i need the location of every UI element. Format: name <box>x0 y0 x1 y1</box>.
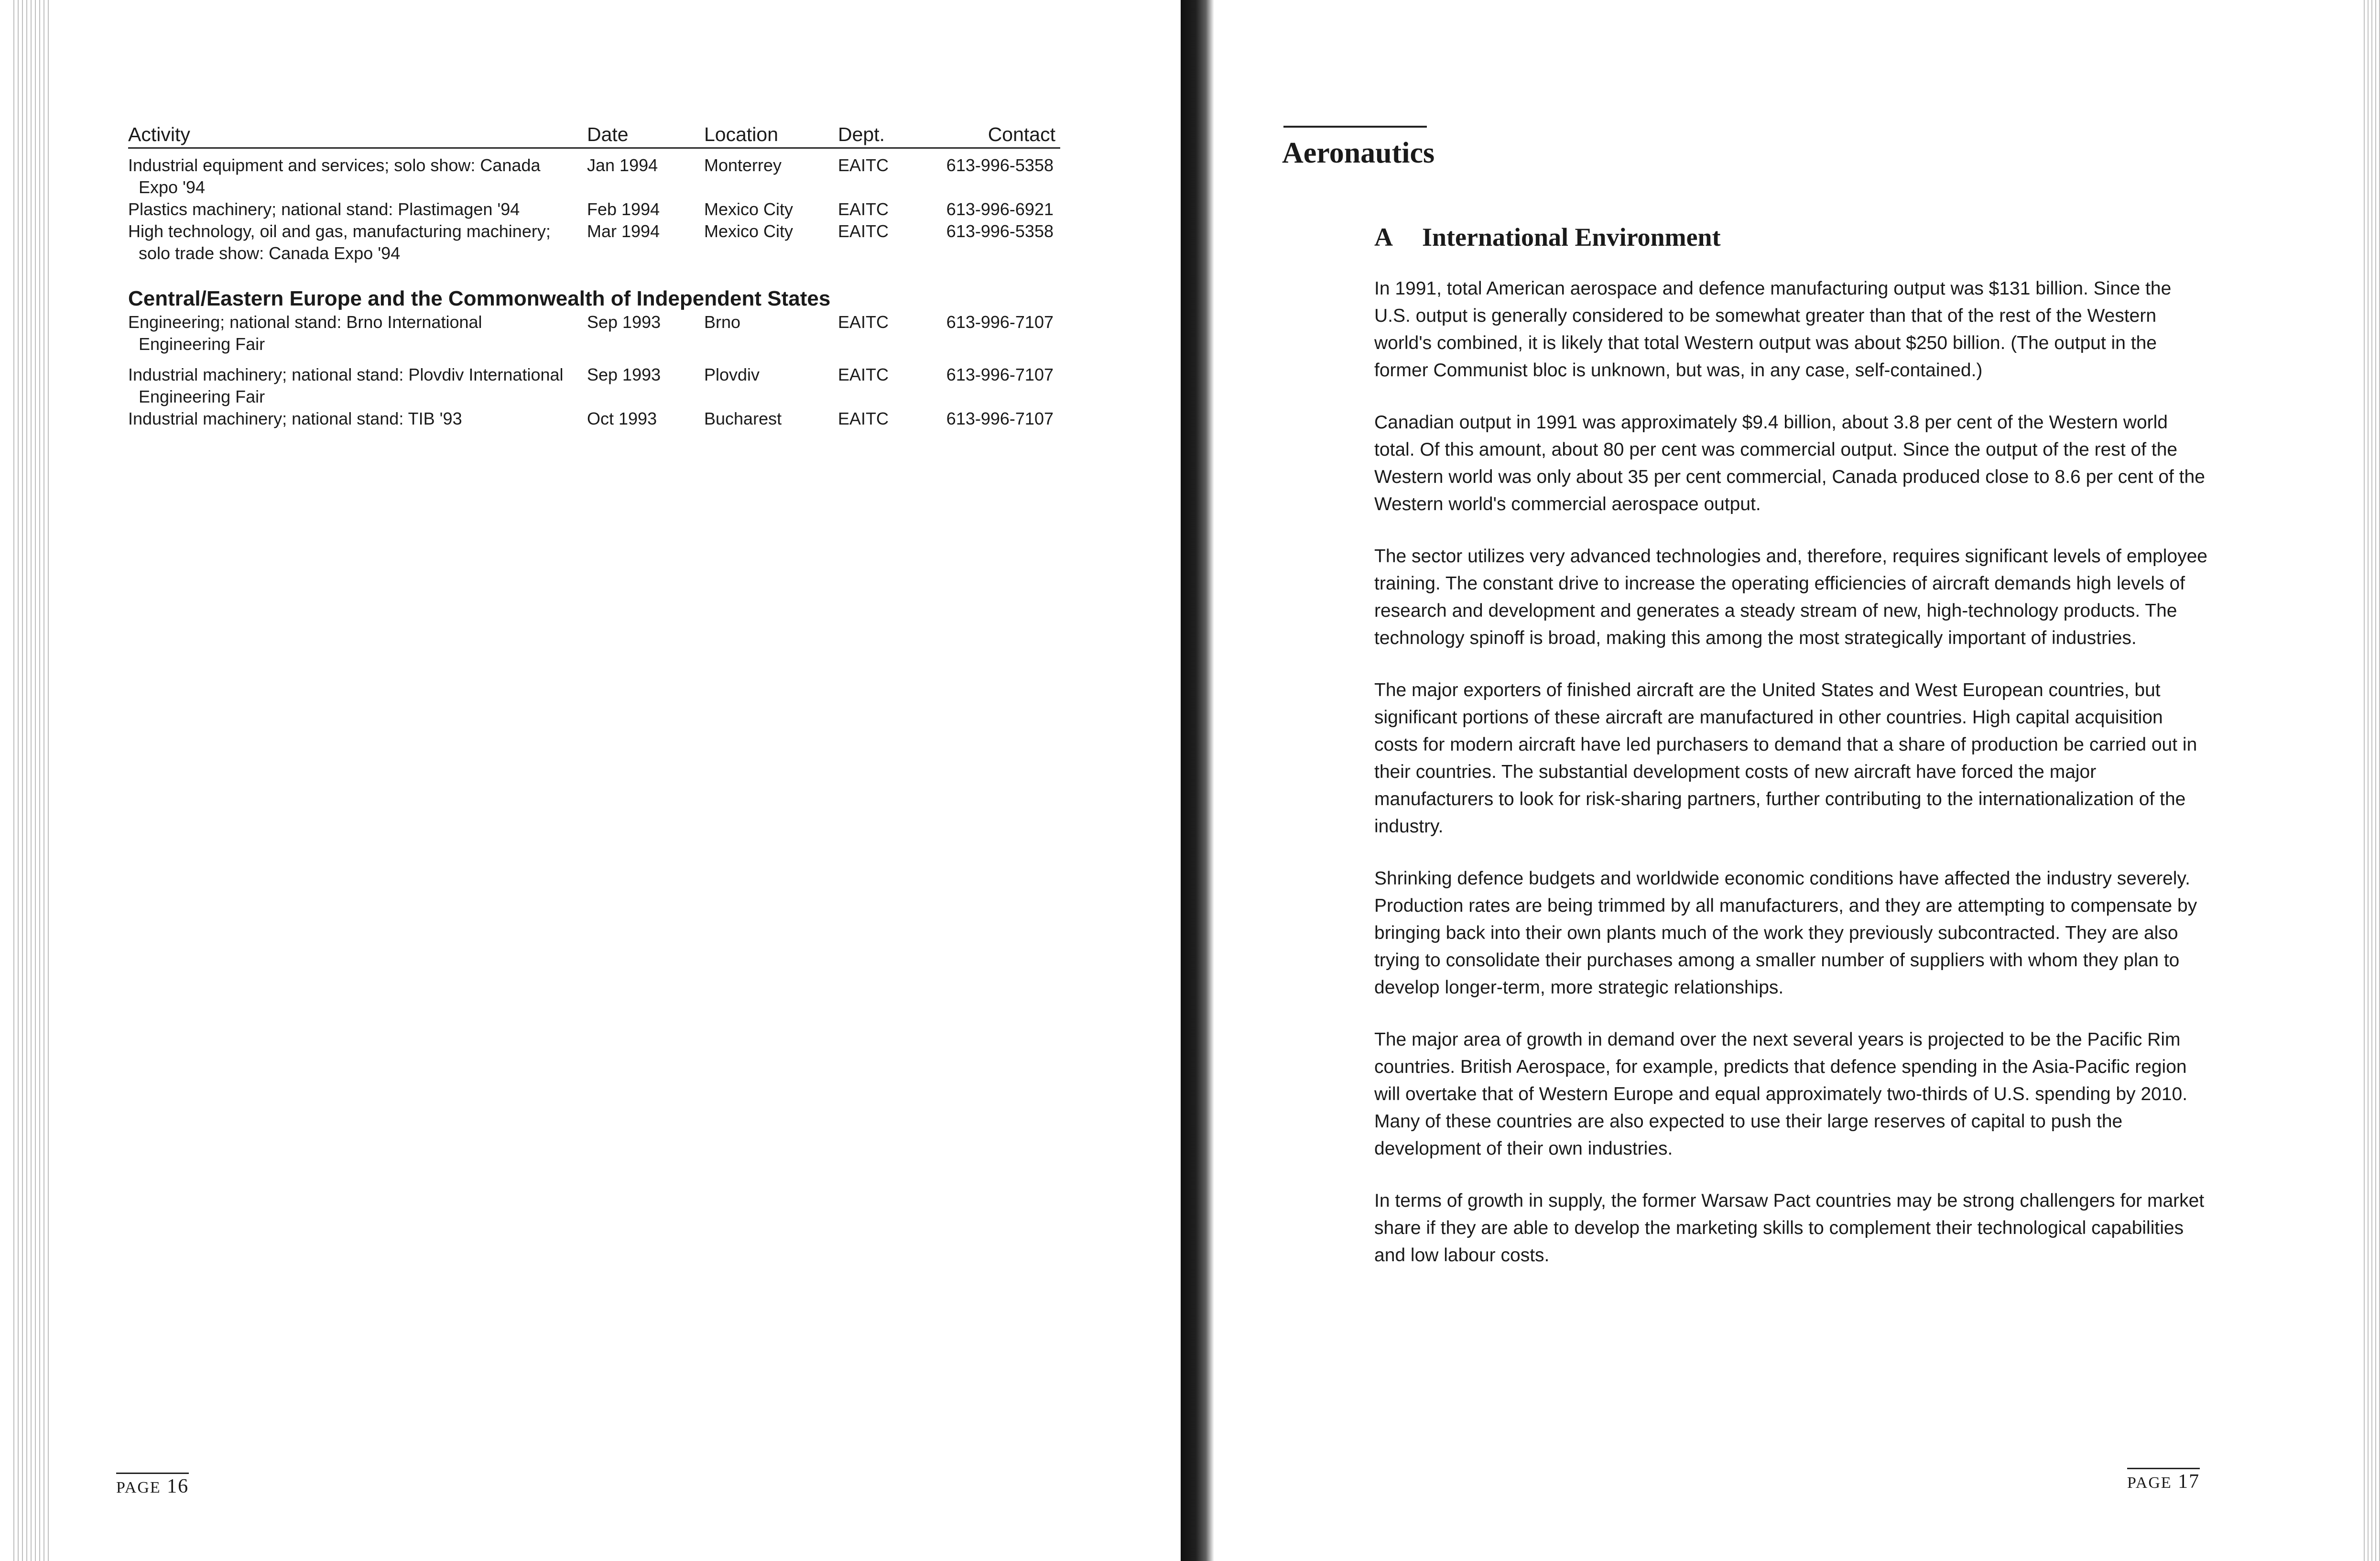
activity-cell <box>128 408 587 430</box>
paragraph: Canadian output in 1991 was approximately $9.4 billion, about 3.8 per cent of the Western world total. Of this amount, about 80 per cent was commercial output. Since the output of the rest of the Western world was only about 35 per cent commercial, Canada produced close to 8.6 per cent of the Western world's commercial aerospace output. <box>1374 412 2205 514</box>
header-location: Location <box>704 123 838 148</box>
page-label: PAGE <box>2127 1474 2172 1492</box>
location-cell: Brno <box>704 312 741 332</box>
location-cell: Mexico City <box>704 199 793 219</box>
header-activity: Activity <box>128 123 587 148</box>
region-heading-row <box>128 264 1060 311</box>
section-title-text: International Environment <box>1422 223 1721 251</box>
activity-continuation: Engineering Fair <box>139 334 265 354</box>
table-row <box>128 220 1060 264</box>
page-number: 17 <box>2178 1471 2200 1493</box>
contact-cell: 613-996-7107 <box>946 312 1054 332</box>
dept-cell: EAITC <box>838 155 889 175</box>
date-cell: Mar 1994 <box>587 221 660 241</box>
table-row <box>128 198 1060 220</box>
table-header-row <box>128 123 1060 148</box>
location-cell: Mexico City <box>704 221 793 241</box>
contact-cell: 613-996-7107 <box>946 365 1054 384</box>
chapter-title: Aeronautics <box>1282 137 1435 169</box>
trade-events-table <box>128 123 1060 430</box>
contact-cell: 613-996-5358 <box>946 155 1054 175</box>
location-cell: Bucharest <box>704 409 782 428</box>
activity-cell <box>128 148 587 199</box>
table-row <box>128 408 1060 430</box>
table-row <box>128 355 1060 408</box>
paragraph: In 1991, total American aerospace and defence manufacturing output was $131 billion. Since the U.S. output is generally considered to be somewhat greater than that of the rest of the Western world's combined, it is likely that total Western output was about $250 billion. (The output in the former Communist bloc is unknown, but was, in any case, self-contained.) <box>1374 278 2172 381</box>
paragraph: Shrinking defence budgets and worldwide economic conditions have affected the industry severely. Production rates are being trimmed by all manufacturers, and they are attempting to compensate by bringing back into their own plants much of the work they previously subcontracted. They are also trying to consolidate their purchases among a smaller number of suppliers with whom they plan to develop longer-term, more strategic relationships. <box>1374 868 2197 998</box>
paragraph: The major exporters of finished aircraft are the United States and West European countries, but significant portions of these aircraft are manufactured in other countries. High capital acquisition costs for modern aircraft have led purchasers to demand that a share of production be carried out in their countries. The substantial development costs of new aircraft have forced the major manufacturers to look for risk-sharing partners, further contributing to the internationalization of the industry. <box>1374 680 2197 837</box>
contact-cell: 613-996-5358 <box>946 221 1054 241</box>
activity-continuation: Expo '94 <box>139 177 205 197</box>
table-row <box>128 311 1060 355</box>
dept-cell: EAITC <box>838 199 889 219</box>
activity-cell <box>128 220 587 264</box>
location-cell: Monterrey <box>704 155 782 175</box>
region-heading: Central/Eastern Europe and the Commonwealth of Independent States <box>128 287 831 310</box>
activity-text: Engineering; national stand: Brno International <box>128 312 482 332</box>
section-letter: A <box>1374 223 1393 251</box>
header-dept: Dept. <box>838 123 941 148</box>
activity-continuation: Engineering Fair <box>139 387 265 406</box>
activity-cell <box>128 355 587 408</box>
paragraph: The major area of growth in demand over the next several years is projected to be the Pacific Rim countries. British Aerospace, for example, predicts that defence spending in the Asia-Pacific region will overtake that of Western Europe and equal approximately two-thirds of U.S. spending by 2010. Many of these countries are also expected to use their large reserves of capital to push the development of their own industries. <box>1374 1029 2188 1159</box>
date-cell: Jan 1994 <box>587 155 658 175</box>
date-cell: Oct 1993 <box>587 409 657 428</box>
right-page <box>1181 0 2380 1561</box>
dept-cell: EAITC <box>838 221 889 241</box>
header-date: Date <box>587 123 704 148</box>
chapter-rule <box>1283 126 1427 128</box>
left-page <box>0 0 1181 1561</box>
date-cell: Feb 1994 <box>587 199 660 219</box>
date-cell: Sep 1993 <box>587 365 661 384</box>
header-contact: Contact <box>941 123 1060 148</box>
activity-continuation: solo trade show: Canada Expo '94 <box>139 243 401 263</box>
location-cell: Plovdiv <box>704 365 760 384</box>
activity-text: Industrial equipment and services; solo show: Canada <box>128 155 541 175</box>
dept-cell: EAITC <box>838 409 889 428</box>
activity-text: High technology, oil and gas, manufacturing machinery; <box>128 221 551 241</box>
activity-cell <box>128 311 587 355</box>
page-number-right <box>2127 1468 2200 1493</box>
table-row <box>128 148 1060 199</box>
dept-cell: EAITC <box>838 312 889 332</box>
section-title <box>1374 222 1721 252</box>
paragraph: The sector utilizes very advanced technologies and, therefore, requires significant levels of employee training. The constant drive to increase the operating efficiencies of aircraft demands high levels of research and development and generates a steady stream of new, high-technology products. The technology spinoff is broad, making this among the most strategically important of industries. <box>1374 546 2207 648</box>
dept-cell: EAITC <box>838 365 889 384</box>
paragraph: In terms of growth in supply, the former Warsaw Pact countries may be strong challengers for market share if they are able to develop the marketing skills to complement their technological capabilities and low labour costs. <box>1374 1190 2205 1266</box>
page-number-left <box>116 1473 189 1498</box>
page-number: 16 <box>167 1475 189 1497</box>
contact-cell: 613-996-6921 <box>946 199 1054 219</box>
date-cell: Sep 1993 <box>587 312 661 332</box>
page-label: PAGE <box>116 1479 161 1496</box>
body-text <box>1374 275 2208 1294</box>
contact-cell: 613-996-7107 <box>946 409 1054 428</box>
activity-text: Industrial machinery; national stand: TIB '93 <box>128 409 462 428</box>
activity-cell <box>128 198 587 220</box>
activity-text: Plastics machinery; national stand: Plastimagen '94 <box>128 199 520 219</box>
activity-text: Industrial machinery; national stand: Plovdiv International <box>128 365 564 384</box>
